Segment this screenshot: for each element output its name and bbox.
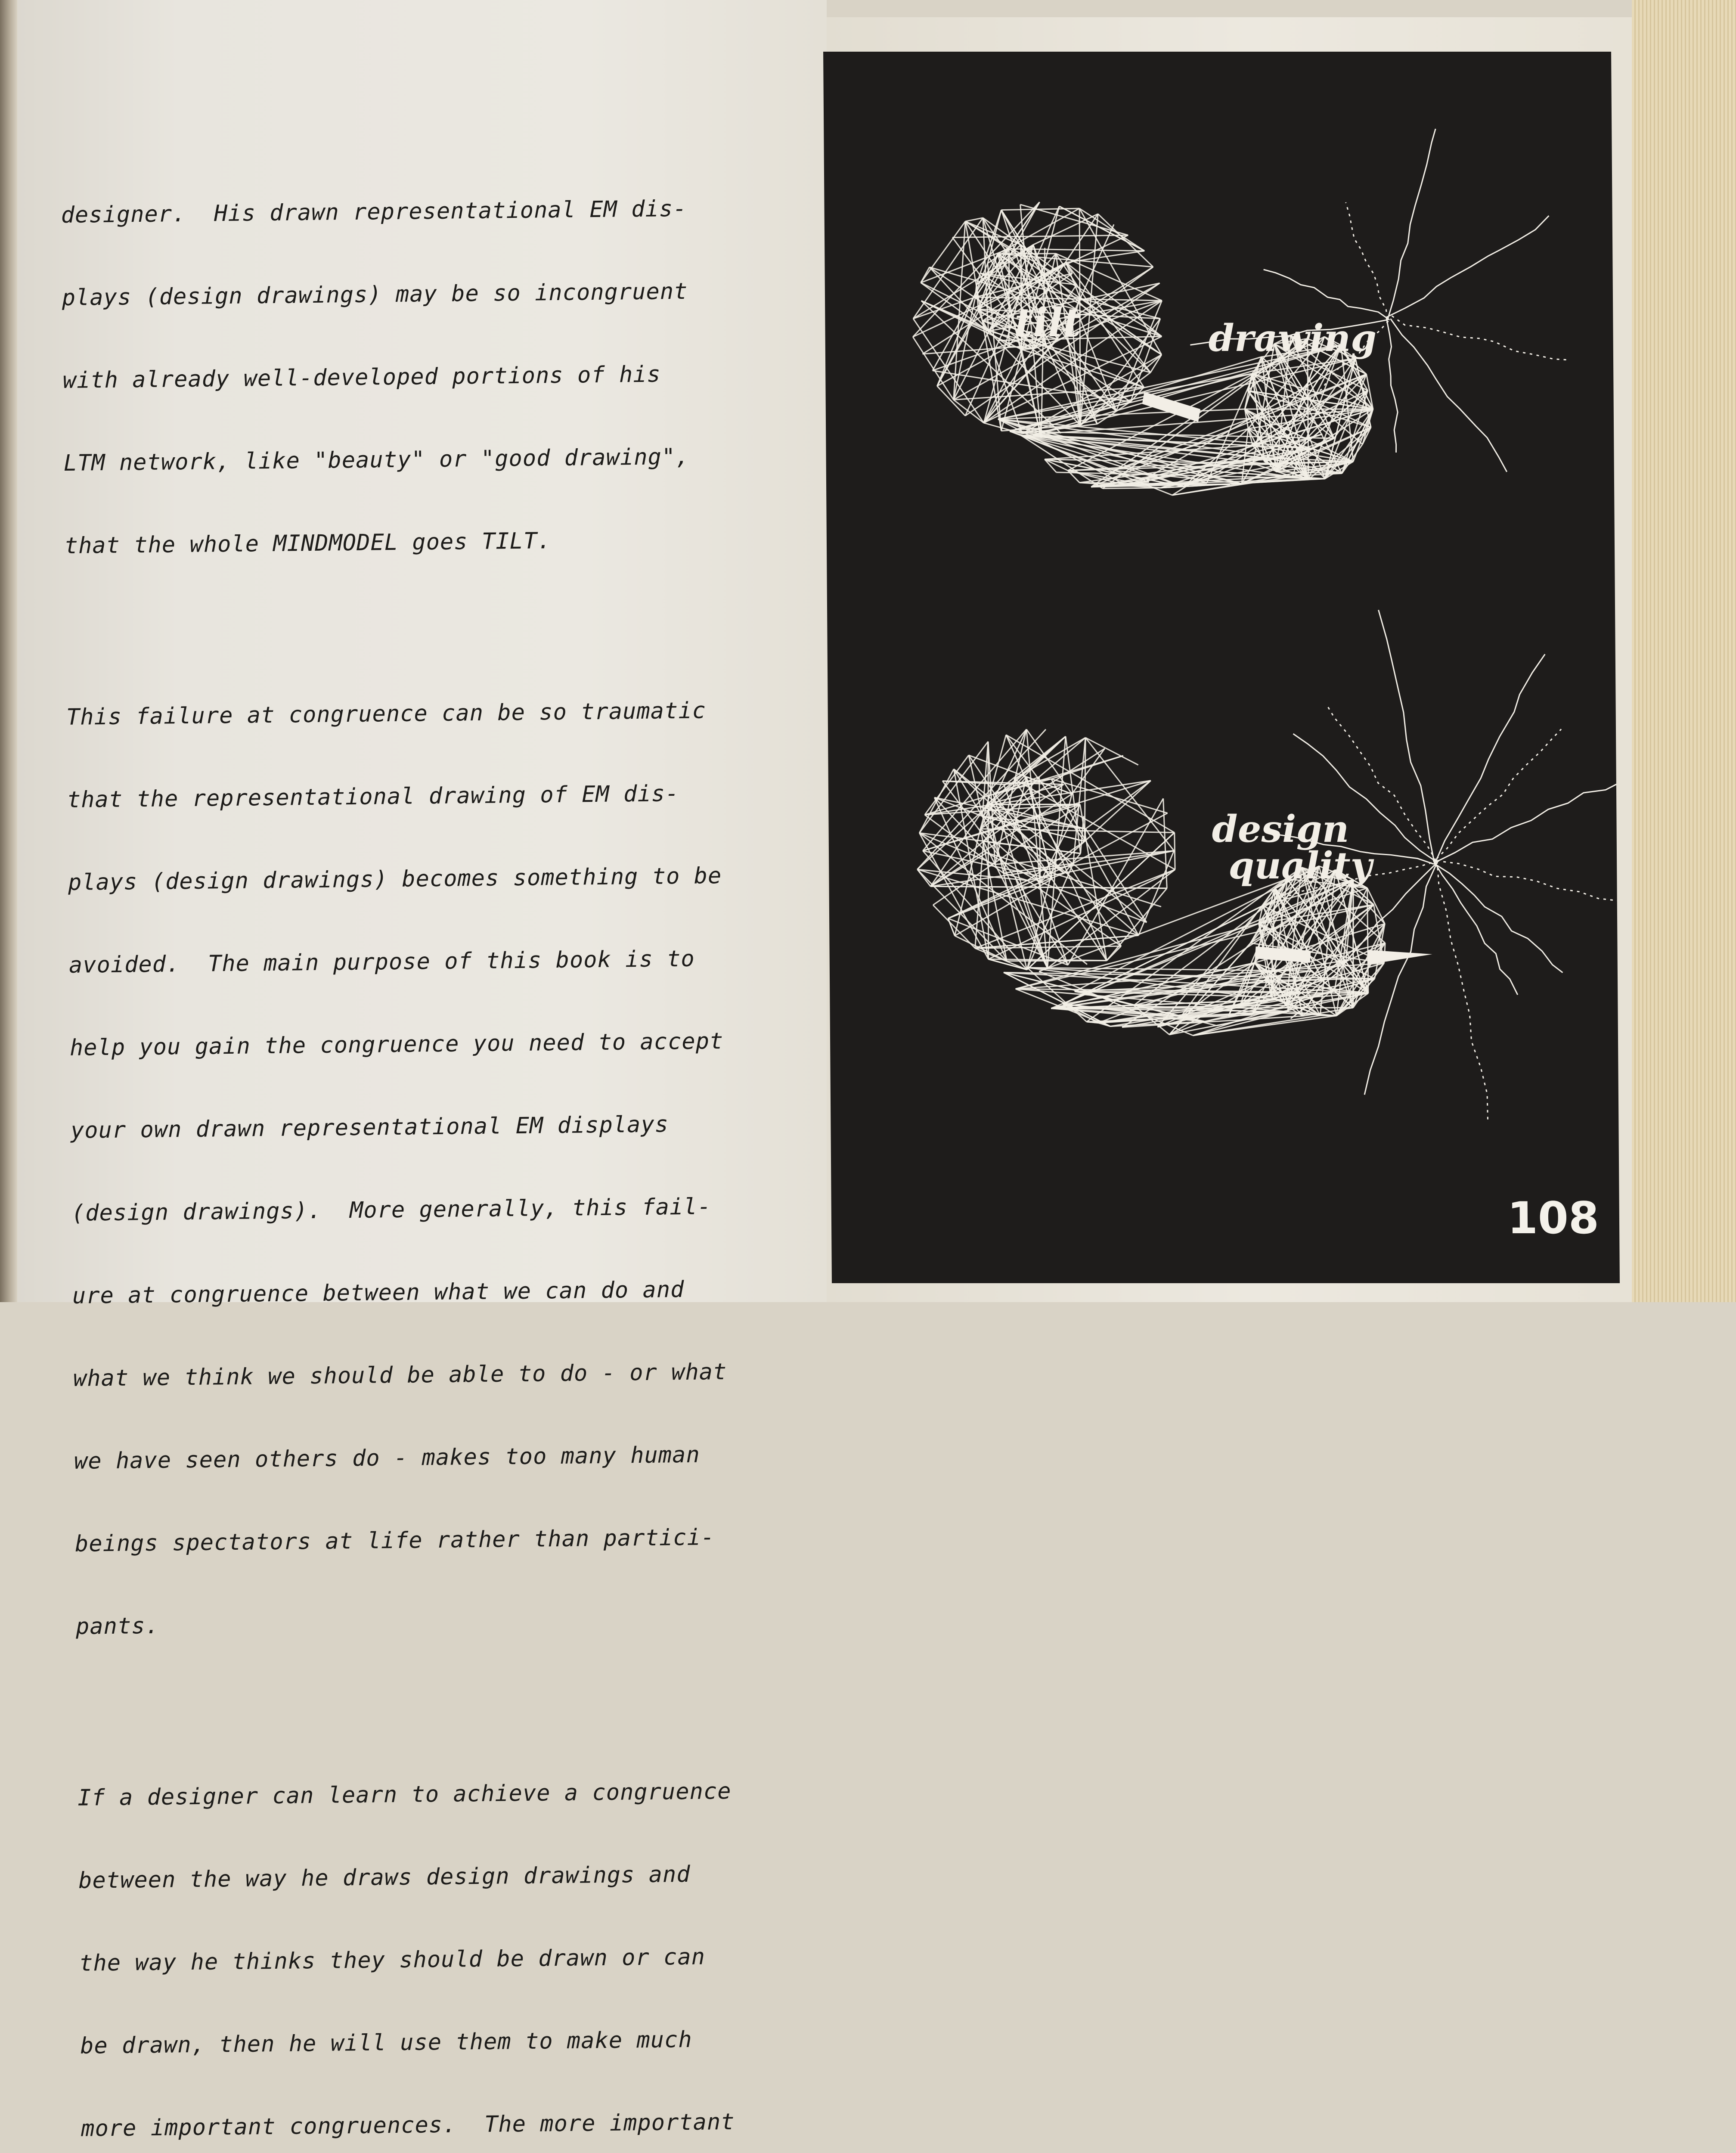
text-line: we have seen others do - makes too many human [74, 1439, 841, 1475]
paragraph-3 [77, 1721, 851, 2153]
text-line: that the representational drawing of EM dis- [67, 778, 834, 814]
text-line: This failure at congruence can be so traumatic [66, 695, 833, 731]
text-line: between the way he draws design drawings and [78, 1859, 845, 1895]
text-line: what we think we should be able to do - or what [73, 1357, 840, 1393]
text-line: with already well-developed portions of his [62, 359, 829, 394]
label-drawing: drawing [1208, 316, 1376, 360]
string-art-illustration [823, 52, 1620, 1283]
text-line: the way he thinks they should be drawn or can [79, 1942, 846, 1977]
text-line: more important congruences. The more important [81, 2107, 848, 2143]
text-line: avoided. The main purpose of this book is to [69, 943, 836, 979]
label-design: design [1212, 807, 1349, 851]
label-quality: quality [1228, 844, 1372, 887]
illustration-panel [823, 52, 1620, 1283]
text-line: ure at congruence between what we can do and [72, 1274, 839, 1310]
text-line: LTM network, like "beauty" or "good drawing", [63, 441, 830, 477]
text-line: designer. His drawn representational EM dis- [61, 193, 828, 229]
text-line: help you gain the congruence you need to accept [70, 1026, 837, 1062]
text-line: pants. [76, 1605, 843, 1641]
left-page [17, 0, 827, 1302]
text-line: be drawn, then he will use them to make much [80, 2024, 847, 2060]
label-tilt: tilt [1014, 299, 1082, 346]
connector-bottom-right [1368, 950, 1432, 965]
text-line: plays (design drawings) becomes something to be [68, 861, 835, 897]
page-edges [1632, 0, 1736, 1302]
page-text [60, 138, 861, 2153]
page-number: 108 [1507, 1193, 1600, 1244]
text-line: that the whole MINDMODEL goes TILT. [64, 524, 831, 560]
book-gutter [0, 0, 17, 1302]
text-line: beings spectators at life rather than partici- [75, 1522, 842, 1558]
text-line: (design drawings). More generally, this fail- [71, 1191, 838, 1227]
paragraph-2 [65, 640, 843, 1696]
text-line: your own drawn representational EM displays [71, 1109, 837, 1145]
text-line: plays (design drawings) may be so incongruent [62, 276, 828, 312]
text-line: If a designer can learn to achieve a congruence [78, 1776, 844, 1812]
paragraph-1 [60, 138, 831, 615]
